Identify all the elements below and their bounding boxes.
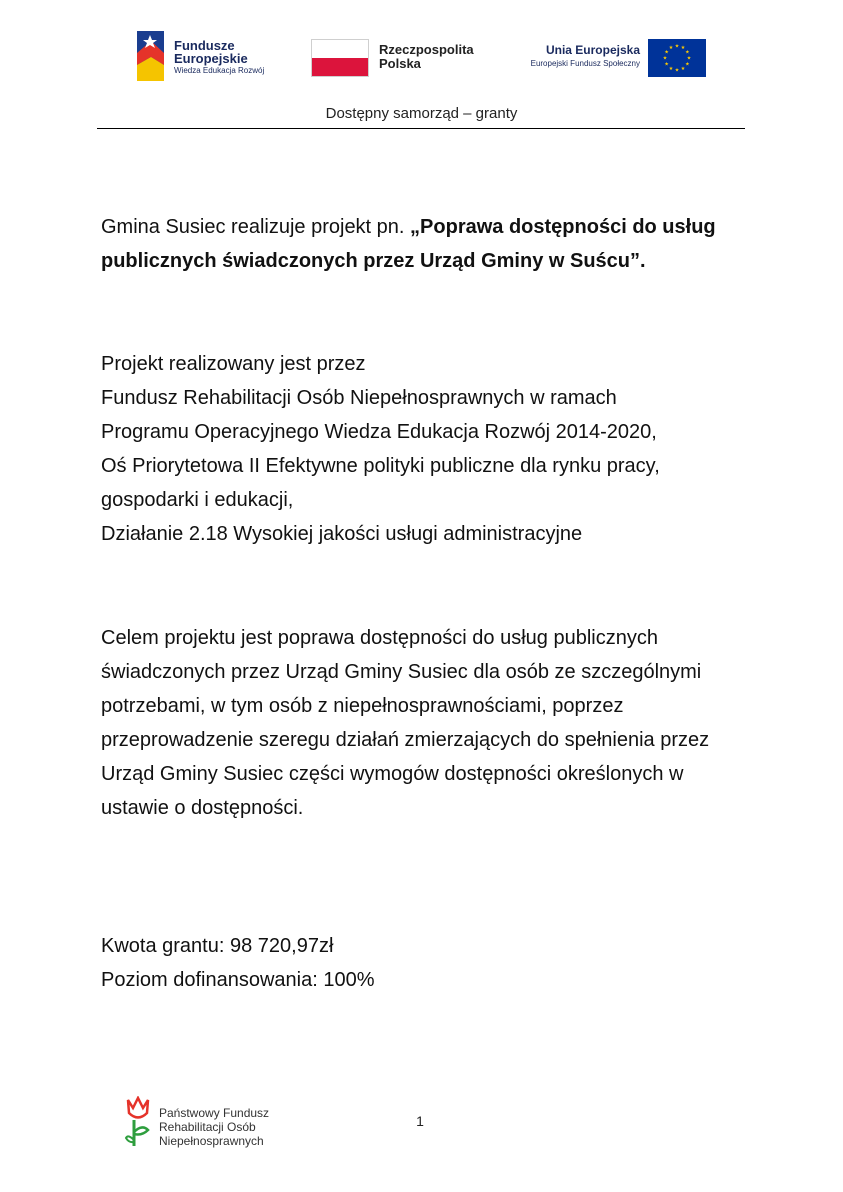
pfron-logo — [124, 1096, 294, 1151]
program-line: Projekt realizowany jest przez — [101, 353, 366, 375]
fundusze-europejskie-logo — [137, 31, 282, 81]
eu-star-icon: ★ — [686, 55, 692, 62]
program-paragraph — [101, 347, 761, 551]
goal-line: przeprowadzenie szeregu działań zmierzających do spełnienia przez — [101, 729, 710, 751]
rzeczpospolita-polska-logo — [311, 39, 486, 79]
eu-logo-line2: Europejski Fundusz Społeczny — [530, 59, 640, 68]
program-line: Oś Priorytetowa II Efektywne polityki publiczne dla rynku pracy, — [101, 455, 660, 477]
goal-line: ustawie o dostępności. — [101, 797, 304, 819]
project-title-part2: publicznych świadczonych przez Urząd Gminy w Suścu”. — [101, 250, 646, 272]
goal-line: Urząd Gminy Susiec części wymogów dostępności określonych w — [101, 763, 684, 785]
tulip-icon — [124, 1096, 154, 1150]
page-number: 1 — [416, 1113, 424, 1129]
goal-line: Celem projektu jest poprawa dostępności do usług publicznych — [101, 627, 658, 649]
eu-star-icon: ★ — [668, 45, 674, 52]
rp-logo-line1: Rzeczpospolita — [379, 42, 474, 57]
program-line: Fundusz Rehabilitacji Osób Niepełnosprawnych w ramach — [101, 387, 617, 409]
eu-star-icon: ★ — [685, 49, 690, 56]
eu-star-icon: ★ — [668, 65, 674, 72]
goal-paragraph — [101, 621, 761, 825]
rp-logo-line2: Polska — [379, 56, 421, 71]
header-divider — [97, 128, 745, 129]
program-line: gospodarki i edukacji, — [101, 489, 294, 511]
intro-paragraph — [101, 210, 761, 278]
pfron-line1: Państwowy Fundusz — [159, 1106, 270, 1120]
fe-logo-line3: Wiedza Edukacja Rozwój — [174, 66, 265, 75]
eu-star-icon: ★ — [664, 49, 669, 56]
eu-star-icon: ★ — [674, 67, 680, 74]
eu-logo-line1: Unia Europejska — [545, 43, 640, 57]
grant-amount: Kwota grantu: 98 720,97zł — [101, 935, 334, 957]
pfron-line3: Niepełnosprawnych — [159, 1134, 264, 1148]
program-line: Programu Operacyjnego Wiedza Edukacja Rozwój 2014-2020, — [101, 421, 657, 443]
pfron-line2: Rehabilitacji Osób — [159, 1120, 256, 1134]
eu-flag-icon — [648, 39, 706, 77]
eu-star-icon: ★ — [662, 55, 668, 62]
project-title-part1: „Poprawa dostępności do usług — [410, 216, 716, 238]
eu-star-icon: ★ — [685, 61, 690, 68]
grant-info — [101, 929, 761, 997]
fe-logo-line2: Europejskie — [174, 51, 248, 66]
unia-europejska-logo — [513, 39, 708, 79]
fe-logo-line1: Fundusze — [174, 38, 235, 53]
header-title: Dostępny samorząd – granty — [325, 105, 518, 122]
eu-star-icon: ★ — [680, 65, 686, 72]
intro-text: Gmina Susiec realizuje projekt pn. — [101, 216, 411, 238]
eu-star-icon: ★ — [680, 45, 686, 52]
eu-star-icon: ★ — [674, 43, 680, 50]
eu-star-icon: ★ — [664, 61, 669, 68]
goal-line: potrzebami, w tym osób z niepełnosprawnościami, poprzez — [101, 695, 624, 717]
polish-flag-icon — [311, 39, 369, 77]
goal-line: świadczonych przez Urząd Gminy Susiec dla osób ze szczególnymi — [101, 661, 702, 683]
funding-level: Poziom dofinansowania: 100% — [101, 969, 375, 991]
fundusze-europejskie-icon — [137, 31, 164, 81]
program-line: Działanie 2.18 Wysokiej jakości usługi administracyjne — [101, 523, 583, 545]
